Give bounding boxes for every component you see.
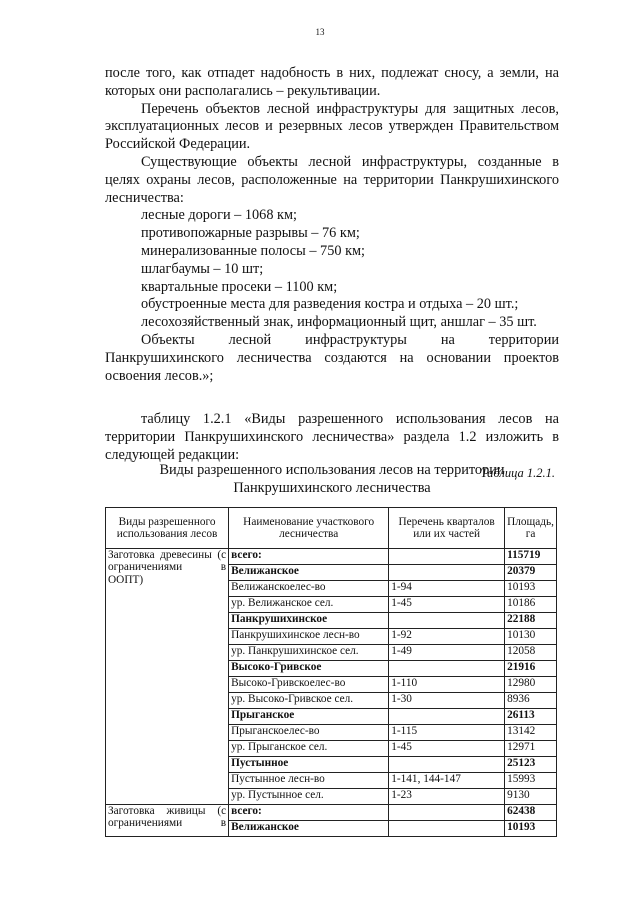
quarters-cell bbox=[389, 661, 505, 677]
section-name: Пустынное bbox=[229, 757, 389, 773]
quarters-cell: 1-49 bbox=[389, 645, 505, 661]
table-label: Таблица 1.2.1. bbox=[480, 465, 555, 480]
section-name: Велижанское bbox=[229, 565, 389, 581]
header-area: Площадь, га bbox=[505, 508, 557, 549]
area-cell: 26113 bbox=[505, 709, 557, 725]
area-cell: 22188 bbox=[505, 613, 557, 629]
section-name: Пустынное лесн-во bbox=[229, 773, 389, 789]
use-type-line: Заготовка древесины (с bbox=[108, 549, 227, 561]
section-name: ур. Прыганское сел. bbox=[229, 741, 389, 757]
table-title-line-1: Виды разрешенного использования лесов на территории bbox=[159, 462, 505, 478]
paragraph-3: Существующие объекты лесной инфраструктуры, созданные в целях охраны лесов, расположенные на территории Панкрушихинского лесничества: bbox=[105, 153, 559, 206]
infrastructure-item: обустроенные места для разведения костра и отдыха – 20 шт.; bbox=[141, 296, 519, 313]
quarters-cell bbox=[389, 565, 505, 581]
section-name: всего: bbox=[229, 549, 389, 565]
quarters-cell: 1-23 bbox=[389, 789, 505, 805]
use-type-line: Заготовка живицы (с bbox=[108, 805, 227, 817]
quarters-cell: 1-45 bbox=[389, 741, 505, 757]
section-name: Панкрушихинское лесн-во bbox=[229, 629, 389, 645]
section-name: Панкрушихинское bbox=[229, 613, 389, 629]
section-name: Высоко-Гривскоелес-во bbox=[229, 677, 389, 693]
table-title bbox=[105, 461, 559, 497]
infrastructure-item: шлагбаумы – 10 шт; bbox=[141, 260, 264, 277]
section-name: всего: bbox=[229, 805, 389, 821]
area-cell: 9130 bbox=[505, 789, 557, 805]
section-name: Прыганское bbox=[229, 709, 389, 725]
quarters-cell bbox=[389, 613, 505, 629]
amendment-instruction: таблицу 1.2.1 «Виды разрешенного использования лесов на территории Панкрушихинского лесничества» раздела 1.2 изложить в следующей редакции: bbox=[105, 411, 559, 463]
header-section: Наименование участкового лесничества bbox=[229, 508, 389, 549]
forest-use-table bbox=[105, 507, 557, 837]
area-cell: 62438 bbox=[505, 805, 557, 821]
quarters-cell bbox=[389, 757, 505, 773]
area-cell: 12980 bbox=[505, 677, 557, 693]
section-name: ур. Велижанское сел. bbox=[229, 597, 389, 613]
use-type-line: ограничениями в bbox=[108, 561, 227, 574]
quarters-cell: 1-110 bbox=[389, 677, 505, 693]
table-row bbox=[106, 805, 557, 821]
area-cell: 15993 bbox=[505, 773, 557, 789]
page-number: 13 bbox=[315, 27, 325, 37]
quarters-cell bbox=[389, 549, 505, 565]
header-use: Виды разрешенного использования лесов bbox=[106, 508, 229, 549]
section-name: Велижанскоелес-во bbox=[229, 581, 389, 597]
quarters-cell: 1-115 bbox=[389, 725, 505, 741]
use-type-line: ООПТ) bbox=[108, 573, 144, 586]
quarters-cell bbox=[389, 821, 505, 837]
quarters-cell: 1-45 bbox=[389, 597, 505, 613]
infrastructure-item: минерализованные полосы – 750 км; bbox=[141, 242, 366, 259]
infrastructure-item: квартальные просеки – 1100 км; bbox=[141, 278, 338, 295]
body-text bbox=[105, 65, 559, 483]
use-type-cell bbox=[106, 805, 229, 837]
header-quarters: Перечень кварталов или их частей bbox=[389, 508, 505, 549]
paragraph-after-list: Объекты лесной инфраструктуры на территории Панкрушихинского лесничества создаются на основании проектов освоения лесов.»; bbox=[105, 331, 559, 384]
table-title-line-2: Панкрушихинского лесничества bbox=[233, 480, 431, 496]
quarters-cell: 1-141, 144-147 bbox=[389, 773, 505, 789]
infrastructure-item: лесные дороги – 1068 км; bbox=[141, 207, 298, 224]
quarters-cell bbox=[389, 709, 505, 725]
quarters-cell bbox=[389, 805, 505, 821]
area-cell: 10130 bbox=[505, 629, 557, 645]
section-name: Прыганскоелес-во bbox=[229, 725, 389, 741]
section-name: Велижанское bbox=[229, 821, 389, 837]
area-cell: 21916 bbox=[505, 661, 557, 677]
area-cell: 8936 bbox=[505, 693, 557, 709]
quarters-cell: 1-30 bbox=[389, 693, 505, 709]
paragraph-1: после того, как отпадет надобность в них, подлежат сносу, а земли, на которых они располагались – рекультивации. bbox=[105, 65, 559, 99]
table-row bbox=[106, 549, 557, 565]
area-cell: 115719 bbox=[505, 549, 557, 565]
area-cell: 10186 bbox=[505, 597, 557, 613]
area-cell: 10193 bbox=[505, 581, 557, 597]
section-name: ур. Панкрушихинское сел. bbox=[229, 645, 389, 661]
section-name: ур. Пустынное сел. bbox=[229, 789, 389, 805]
area-cell: 10193 bbox=[505, 821, 557, 837]
section-name: ур. Высоко-Гривское сел. bbox=[229, 693, 389, 709]
quarters-cell: 1-92 bbox=[389, 629, 505, 645]
section-name: Высоко-Гривское bbox=[229, 661, 389, 677]
table-header-row bbox=[106, 508, 557, 549]
area-cell: 25123 bbox=[505, 757, 557, 773]
use-type-cell bbox=[106, 549, 229, 805]
area-cell: 13142 bbox=[505, 725, 557, 741]
infrastructure-item: лесохозяйственный знак, информационный щит, аншлаг – 35 шт. bbox=[141, 314, 537, 331]
area-cell: 12971 bbox=[505, 741, 557, 757]
quarters-cell: 1-94 bbox=[389, 581, 505, 597]
area-cell: 12058 bbox=[505, 645, 557, 661]
use-type-line: ограничениями в bbox=[108, 817, 227, 830]
paragraph-2: Перечень объектов лесной инфраструктуры для защитных лесов, эксплуатационных лесов и резервных лесов утвержден Правительством Российской Федерации. bbox=[105, 100, 559, 153]
area-cell: 20379 bbox=[505, 565, 557, 581]
infrastructure-item: противопожарные разрывы – 76 км; bbox=[141, 225, 360, 242]
